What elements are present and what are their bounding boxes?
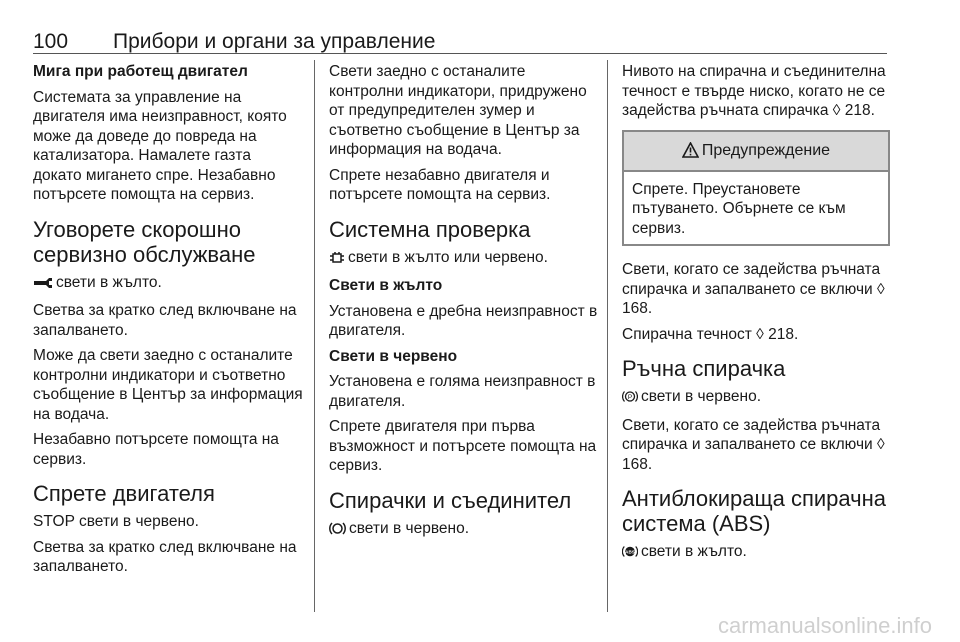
page-number: 100	[33, 30, 69, 53]
subsection-heading: Свети в червено	[329, 347, 458, 365]
page-header	[33, 30, 887, 54]
indicator-text: свети в жълто или червено.	[348, 248, 548, 266]
warning-triangle-icon	[682, 135, 699, 173]
column-3	[622, 62, 890, 571]
paragraph: Свети заедно с останалите контролни индикатори, придружено от предупредителен зумер и съответно съобщение в Център за информация на водача.	[329, 63, 587, 158]
section-heading: Системна проверка	[329, 216, 531, 242]
warning-text: Спрете. Преустановете пътуването. Обърнете се към сервиз.	[632, 180, 846, 237]
indicator-text: свети в червено.	[349, 519, 470, 537]
indicator-line	[33, 273, 303, 296]
column-1	[33, 62, 303, 583]
warning-box	[622, 130, 890, 247]
column-divider-2	[607, 60, 608, 612]
section-heading: Мига при работещ двигател	[33, 63, 248, 80]
section-heading: Антиблокираща спирачна система (ABS)	[622, 486, 886, 536]
paragraph: Светва за кратко след включване на запалването.	[33, 538, 297, 575]
wrench-icon	[33, 276, 53, 296]
section-heading: Уговорете скорошно сервизно обслужване	[33, 216, 256, 267]
paragraph: Светва за кратко след включване на запалването.	[33, 302, 297, 339]
warning-body	[624, 172, 888, 245]
warning-header	[624, 132, 888, 172]
svg-text:ABS: ABS	[625, 549, 635, 555]
paragraph: Спрете двигателя при първа възможност и потърсете помощта на сервиз.	[329, 418, 597, 474]
paragraph: Системата за управление на двигателя има неизправност, която може да доведе до повреда на катализатора. Намалете газта докато мигането спре. Незабавно потърсете помощта на сервиз.	[33, 88, 287, 203]
indicator-text: свети в червено.	[641, 388, 762, 405]
parking-brake-icon	[622, 389, 638, 410]
system-check-icon	[329, 251, 345, 271]
paragraph: Нивото на спирачна и съединителна течност е твърде ниско, когато не се задейства ръчната спирачка ◊ 218.	[622, 63, 886, 119]
subsection-heading: Свети в жълто	[329, 277, 443, 294]
footer-watermark: carmanualsonline.info	[717, 613, 932, 638]
column-divider-1	[314, 60, 315, 612]
indicator-line: STOP свети в червено.	[33, 513, 199, 530]
brake-warning-icon	[329, 521, 346, 542]
paragraph: Установена е голяма неизправност в двигателя.	[329, 373, 596, 410]
paragraph: Свети, когато се задейства ръчната спирачка и запалването се включи ◊ 168.	[622, 261, 885, 317]
abs-icon	[622, 544, 638, 565]
indicator-text: свети в жълто.	[641, 543, 747, 560]
column-2	[329, 62, 599, 547]
paragraph: Свети, когато се задейства ръчната спирачка и запалването се включи ◊ 168.	[622, 416, 885, 473]
section-heading: Ръчна спирачка	[622, 356, 786, 381]
warning-title: Предупреждение	[701, 141, 831, 159]
indicator-line	[329, 248, 599, 271]
indicator-line	[622, 542, 890, 565]
header-divider	[33, 53, 887, 54]
paragraph: Спирачна течност ◊ 218.	[622, 325, 799, 343]
paragraph: Незабавно потърсете помощта на сервиз.	[33, 431, 279, 468]
paragraph: Установена е дребна неизправност в двигателя.	[329, 302, 598, 339]
svg-text:P: P	[627, 394, 633, 401]
section-heading: Спрете двигателя	[33, 481, 215, 506]
section-heading: Спирачки и съединител	[329, 487, 572, 513]
paragraph: Може да свети заедно с останалите контролни индикатори и съответно съобщение в Център за информация на водача.	[33, 347, 303, 423]
paragraph: Спрете незабавно двигателя и потърсете помощта на сервиз.	[329, 166, 551, 203]
chapter-title: Прибори и органи за управление	[113, 30, 436, 53]
indicator-line	[622, 387, 890, 410]
indicator-line	[329, 519, 599, 542]
indicator-text: свети в жълто.	[56, 273, 162, 291]
